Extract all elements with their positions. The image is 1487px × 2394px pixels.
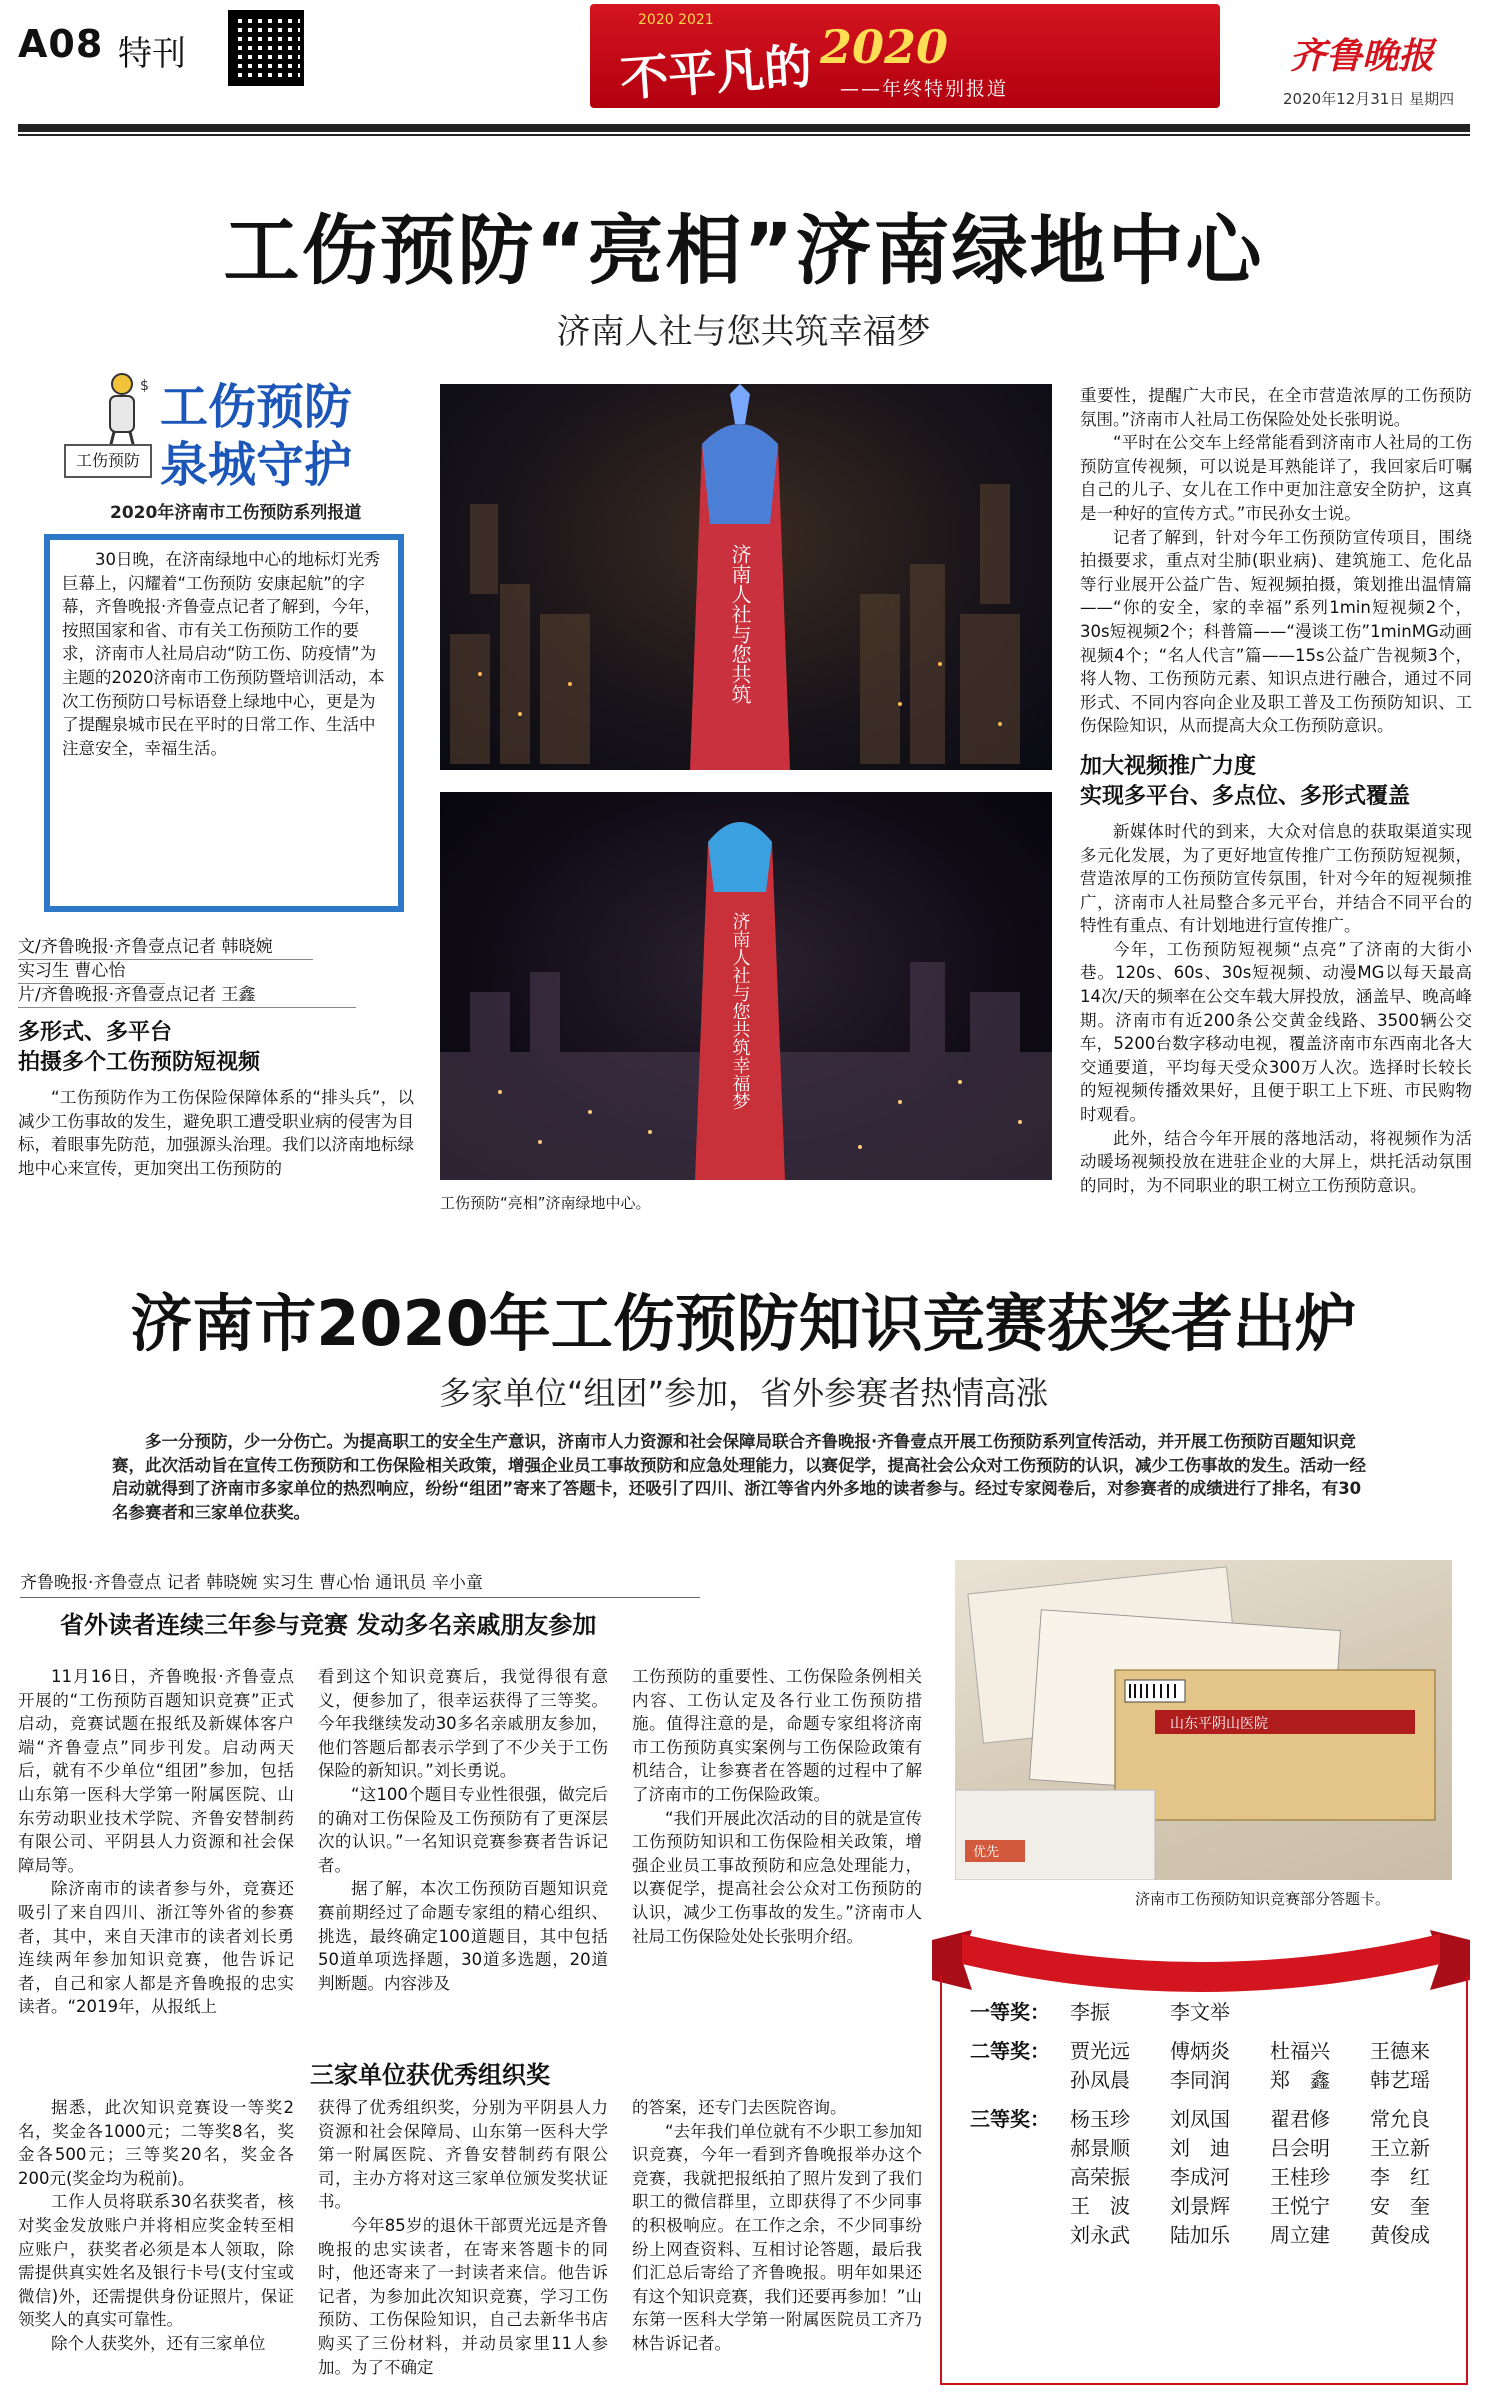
paragraph: 除济南市的读者参与外，竞赛还吸引了来自四川、浙江等外省的参赛者，其中，来自天津市的读者刘长勇连续两年参加知识竞赛，他告诉记者，自己和家人都是齐鲁晚报的忠实读者。“2019年，从报纸上 xyxy=(18,1879,294,2017)
header-rule xyxy=(18,124,1470,132)
paragraph: “我们开展此次活动的目的就是宣传工伤预防知识和工伤保险相关政策，增强企业员工事故预防和应急处理能力，以赛促学，提高社会公众对工伤预防的认识，减少工伤事故的发生。”济南市人社局工伤保险处处长张明介绍。 xyxy=(632,1808,922,1946)
paragraph: “去年我们单位就有不少职工参加知识竞赛，今年一看到齐鲁晚报举办这个竞赛，我就把报纸拍了照片发到了我们职工的微信群里，立即获得了不少同事的积极响应。在工作之余，不少同事纷纷上网查资料、互相讨论答题，最后我们汇总后寄给了齐鲁晚报。明年如果还有这个知识竞赛，我们还要再参加！”山东第一医科大学第一附属医院员工齐乃林告诉记者。 xyxy=(632,2121,922,2353)
paragraph: 今年85岁的退休干部贾光远是齐鲁晚报的忠实读者，在寄来答题卡的同时，他还寄来了一封读者来信。他告诉记者，为参加此次知识竞赛，学习工伤预防、工伤保险知识，自己去新华书店购买了三份材料，并动员家里11人参加。为了不确定 xyxy=(318,2215,608,2377)
award-winner-name: 刘景辉 xyxy=(1170,2194,1230,2218)
second-prize-label: 二等奖： xyxy=(970,2039,1050,2063)
answer-cards-photo xyxy=(955,1560,1452,1880)
award-winner-name: 高荣振 xyxy=(1070,2165,1130,2189)
award-winner-name: 王悦宁 xyxy=(1270,2194,1330,2218)
newspaper-logo: 齐鲁晚报 xyxy=(1290,35,1435,77)
year-end-banner xyxy=(590,4,1220,108)
lead-box xyxy=(44,534,404,912)
paragraph: 新媒体时代的到来，大众对信息的获取渠道实现多元化发展，为了更好地宣传推广工伤预防短视频，营造浓厚的工伤预防宣传氛围，针对今年的短视频推广，济南市人社局整合多元平台，并结合不同平台的特性有重点、有计划地进行宣传推广。 xyxy=(1080,821,1472,936)
tower-text-1: 济南人社与您共筑 xyxy=(728,544,752,704)
section-name: 特刊 xyxy=(118,34,186,74)
award-winner-name: 韩艺瑶 xyxy=(1370,2068,1430,2092)
issue-date: 2020年12月31日 星期四 xyxy=(1283,90,1455,108)
subheadline-1: 济南人社与您共筑幸福梦 xyxy=(556,312,931,352)
award-winner-name: 刘凤国 xyxy=(1170,2107,1230,2131)
paragraph: “这100个题目专业性很强，做完后的确对工伤保险及工伤预防有了更深层次的认识。”一名知识竞赛参赛者告诉记者。 xyxy=(318,1784,608,1875)
article2-intro xyxy=(112,1430,1368,1524)
subheadline-2: 多家单位“组团”参加，省外参赛者热情高涨 xyxy=(438,1374,1049,1412)
paragraph: 除个人获奖外，还有三家单位 xyxy=(51,2333,266,2353)
award-winner-name: 王立新 xyxy=(1370,2136,1430,2160)
paragraph: 据了解，本次工伤预防百题知识竞赛前期经过了命题专家组的精心组织、挑选，最终确定100道题目，其中包括50道单项选择题，30道多选题，20道判断题。内容涉及 xyxy=(318,1879,608,1993)
byline-text-1: 文/齐鲁晚报·齐鲁壹点记者 韩晓婉 xyxy=(18,936,313,960)
headline-1: 工伤预防“亮相”济南绿地中心 xyxy=(223,206,1264,295)
award-winner-name: 李振 xyxy=(1070,2000,1110,2024)
subhead-2 xyxy=(1080,752,1472,812)
article1-column1 xyxy=(18,1086,414,1180)
third-prize-row xyxy=(970,2105,1470,2250)
award-winner-name: 李同润 xyxy=(1170,2068,1230,2092)
paragraph: 的答案，还专门去医院咨询。 xyxy=(632,2098,847,2117)
award-winner-name: 翟君修 xyxy=(1270,2107,1330,2131)
page-number: A08 xyxy=(18,22,104,66)
paragraph: 此外，结合今年开展的落地活动，将视频作为活动暖场视频投放在进驻企业的大屏上，烘托活动氛围的同时，为不同职业的职工树立工伤预防意识。 xyxy=(1080,1128,1472,1195)
card-label-text: 山东平阴山医院 xyxy=(1170,1716,1268,1732)
award-winner-name: 杜福兴 xyxy=(1270,2039,1330,2063)
paragraph: 记者了解到，针对今年工伤预防宣传项目，围绕拍摄要求，重点对尘肺(职业病)、建筑施工、危化品等行业展开公益广告、短视频拍摄，策划推出温情篇——“你的安全，家的幸福”系列1min短视频2个，30s短视频2个；科普篇——“漫谈工伤”1minMG动画视频4个；“名人代言”篇——15s公益广告视频3个，将人物、工伤预防元素、知识点进行融合，通过不同形式、不同内容向企业及职工普及工伤预防知识、工伤保险知识，从而提高大众工伤预防意识。 xyxy=(1080,527,1472,736)
award-winner-name: 安 奎 xyxy=(1370,2194,1430,2218)
award-winner-name: 孙凤晨 xyxy=(1070,2068,1130,2092)
award-winner-name: 王德来 xyxy=(1370,2039,1430,2063)
third-prize-label: 三等奖： xyxy=(970,2107,1050,2131)
second-prize-row xyxy=(970,2037,1470,2095)
awards-list xyxy=(970,1998,1470,2250)
first-prize-names xyxy=(1070,1998,1470,2027)
second-prize-names xyxy=(1070,2037,1470,2095)
paragraph: “工伤预防作为工伤保险保障体系的“排头兵”，以减少工伤事故的发生，避免职工遭受职业病的侵害为目标，着眼事先防范，加强源头治理。我们以济南地标绿地中心来宣传，更加突出工伤预防的 xyxy=(18,1088,414,1178)
award-winner-name: 郝景顺 xyxy=(1070,2136,1130,2160)
award-winner-name: 刘 迪 xyxy=(1170,2136,1230,2160)
byline-2: 齐鲁晚报·齐鲁壹点 记者 韩晓婉 实习生 曹心怡 通讯员 辛小童 xyxy=(20,1568,700,1598)
award-winner-name: 傅炳炎 xyxy=(1170,2039,1230,2063)
award-winner-name: 王桂珍 xyxy=(1270,2165,1330,2189)
paragraph: 今年，工伤预防短视频“点亮”了济南的大街小巷。120s、60s、30s短视频、动漫MG以每天最高14次/天的频率在公交车载大屏投放，涵盖早、晚高峰期。济南市有近200条公交黄金线路、3500辆公交车，5200台数字移动电视，覆盖济南市东西南北各大交通要道，平均每天受众300万人次。选择时长较长的短视频传播效果好，且便于职工上下班、市民购物时观看。 xyxy=(1080,939,1472,1125)
subhead-4: 三家单位获优秀组织奖 xyxy=(310,2061,550,2089)
paragraph: “平时在公交车上经常能看到济南市人社局的工伤预防宣传视频，可以说是耳熟能详了，我回家后叮嘱自己的儿子、女儿在工作中更加注意安全防护，这真是一种好的宣传方式。”市民孙女士说。 xyxy=(1080,433,1472,523)
paragraph: 获得了优秀组织奖，分别为平阴县人力资源和社会保障局、山东第一医科大学第一附属医院、齐鲁安替制药有限公司，主办方将对这三家单位颁发奖状证书。 xyxy=(318,2098,608,2212)
article2-col-b xyxy=(318,1665,608,1995)
qr-code-icon[interactable] xyxy=(228,10,304,86)
series-title-line1: 工伤预防 xyxy=(160,379,353,435)
byline-text-2: 实习生 曹心怡 xyxy=(18,960,165,984)
first-prize-label: 一等奖： xyxy=(970,2000,1050,2024)
banner-years: 2020 2021 xyxy=(638,12,714,28)
third-prize-names xyxy=(1070,2105,1470,2250)
subhead-1-line1: 多形式、多平台 xyxy=(18,1020,173,1045)
first-prize-row xyxy=(970,1998,1470,2027)
photo-caption-1: 工伤预防“亮相”济南绿地中心。 xyxy=(440,1194,651,1212)
article2-col-b2 xyxy=(318,2096,608,2379)
award-winner-name: 李成河 xyxy=(1170,2165,1230,2189)
award-winner-name: 周立建 xyxy=(1270,2223,1330,2247)
tower-text-2: 济南人社与您共筑幸福梦 xyxy=(729,912,751,1110)
banner-title: 不平凡的 xyxy=(618,38,815,108)
paragraph: 重要性，提醒广大市民，在全市营造浓厚的工伤预防氛围。”济南市人社局工伤保险处处长张明说。 xyxy=(1080,386,1472,429)
article1-right-column xyxy=(1080,384,1472,1197)
article2-col-c xyxy=(632,1665,922,1948)
paragraph: 看到这个知识竞赛后，我觉得很有意义，便参加了，很幸运获得了三等奖。今年我继续发动30多名亲戚朋友参加，他们答题后都表示学到了不少关于工伤保险的新知识。”刘长勇说。 xyxy=(318,1667,608,1781)
paragraph: 据悉，此次知识竞赛设一等奖2名，奖金各1000元；二等奖8名，奖金各500元；三等奖20名，奖金各200元(奖金均为税前)。 xyxy=(18,2098,294,2188)
series-subtitle: 2020年济南市工伤预防系列报道 xyxy=(110,503,362,523)
card-tag-text: 优先 xyxy=(973,1845,1000,1860)
subhead-2-line2: 实现多平台、多点位、多形式覆盖 xyxy=(1080,783,1411,809)
svg-text:$: $ xyxy=(140,378,149,394)
lead-paragraph: 30日晚，在济南绿地中心的地标灯光秀巨幕上，闪耀着“工伤预防 安康起航”的字幕，齐鲁晚报·齐鲁壹点记者了解到，今年，按照国家和省、市有关工伤预防工作的要求，济南市人社局启动“防工伤、防疫情”为主题的2020济南市工伤预防暨培训活动，本次工伤预防口号标语登上绿地中心，更是为了提醒泉城市民在平时的日常工作、生活中注意安全，幸福生活。 xyxy=(62,550,385,758)
award-winner-name: 王 波 xyxy=(1070,2194,1130,2218)
subhead-3: 省外读者连续三年参与竞赛 发动多名亲戚朋友参加 xyxy=(60,1611,597,1639)
banner-subtitle: ——年终特别报道 xyxy=(840,78,1009,100)
award-winner-name: 贾光远 xyxy=(1070,2039,1130,2063)
paragraph: 工作人员将联系30名获奖者，核对奖金发放账户并将相应奖金转至相应账户，获奖者必须是本人领取，除需提供真实姓名及银行卡号(支付宝或微信)外，还需提供身份证照片，保证领奖人的真实可靠性。 xyxy=(18,2192,294,2330)
intro-paragraph: 多一分预防，少一分伤亡。为提高职工的安全生产意识，济南市人力资源和社会保障局联合齐鲁晚报·齐鲁壹点开展工伤预防系列宣传活动，并开展工伤预防百题知识竞赛，此次活动旨在宣传工伤预防和工伤保险相关政策，增强企业员工事故预防和应急处理能力，以赛促学，提高社会公众对工伤预防的认识，减少工伤事故的发生。活动一经启动就得到了济南市多家单位的热烈响应，纷纷“组团”寄来了答题卡，还吸引了四川、浙江等省内外多地的读者参与。经过专家阅卷后，对参赛者的成绩进行了排名，有30名参赛者和三家单位获奖。 xyxy=(112,1432,1366,1522)
answer-cards-caption: 济南市工伤预防知识竞赛部分答题卡。 xyxy=(1135,1890,1391,1908)
paragraph: 工伤预防的重要性、工伤保险条例相关内容、工伤认定及各行业工伤预防措施。值得注意的是，命题专家组将济南市工伤预防真实案例与工伤保险政策有机结合，让参赛者在答题的过程中了解了济南市的工伤保险政策。 xyxy=(632,1667,922,1804)
byline-1 xyxy=(18,936,398,1008)
award-winner-name: 李 红 xyxy=(1370,2165,1430,2189)
series-title xyxy=(160,378,352,494)
award-winner-name: 郑 鑫 xyxy=(1270,2068,1330,2092)
header-rule-thin xyxy=(18,134,1470,136)
award-winner-name: 黄俊成 xyxy=(1370,2223,1430,2247)
subhead-2-line1: 加大视频推广力度 xyxy=(1080,753,1257,779)
article2-col-c2 xyxy=(632,2096,922,2356)
award-winner-name: 李文举 xyxy=(1170,2000,1230,2024)
byline-text-3: 片/齐鲁晚报·齐鲁壹点记者 王鑫 xyxy=(18,984,356,1008)
night-photo-2 xyxy=(440,792,1052,1180)
article2-col-a2 xyxy=(18,2096,294,2356)
subhead-1 xyxy=(18,1018,260,1078)
award-winner-name: 常允良 xyxy=(1370,2107,1430,2131)
award-winner-name: 刘永武 xyxy=(1070,2223,1130,2247)
award-winner-name: 杨玉珍 xyxy=(1070,2107,1130,2131)
series-title-line2: 泉城守护 xyxy=(160,437,353,493)
series-badge: 工伤预防 xyxy=(64,444,152,478)
subhead-1-line2: 拍摄多个工伤预防短视频 xyxy=(18,1050,261,1075)
paragraph: 11月16日，齐鲁晚报·齐鲁壹点开展的“工伤预防百题知识竞赛”正式启动，竞赛试题在报纸及新媒体客户端“齐鲁壹点”同步刊发。启动两天后，就有不少单位“组团”参加，包括山东第一医科大学第一附属医院、山东劳动职业技术学院、齐鲁安替制药有限公司、平阴县人力资源和社会保障局等。 xyxy=(18,1667,294,1875)
banner-year-big: 2020 xyxy=(820,20,949,74)
night-photo-1 xyxy=(440,384,1052,770)
award-winner-name: 陆加乐 xyxy=(1170,2223,1230,2247)
headline-2: 济南市2020年工伤预防知识竞赛获奖者出炉 xyxy=(130,1287,1357,1360)
award-winner-name: 吕会明 xyxy=(1270,2136,1330,2160)
article2-col-a xyxy=(18,1665,294,2019)
